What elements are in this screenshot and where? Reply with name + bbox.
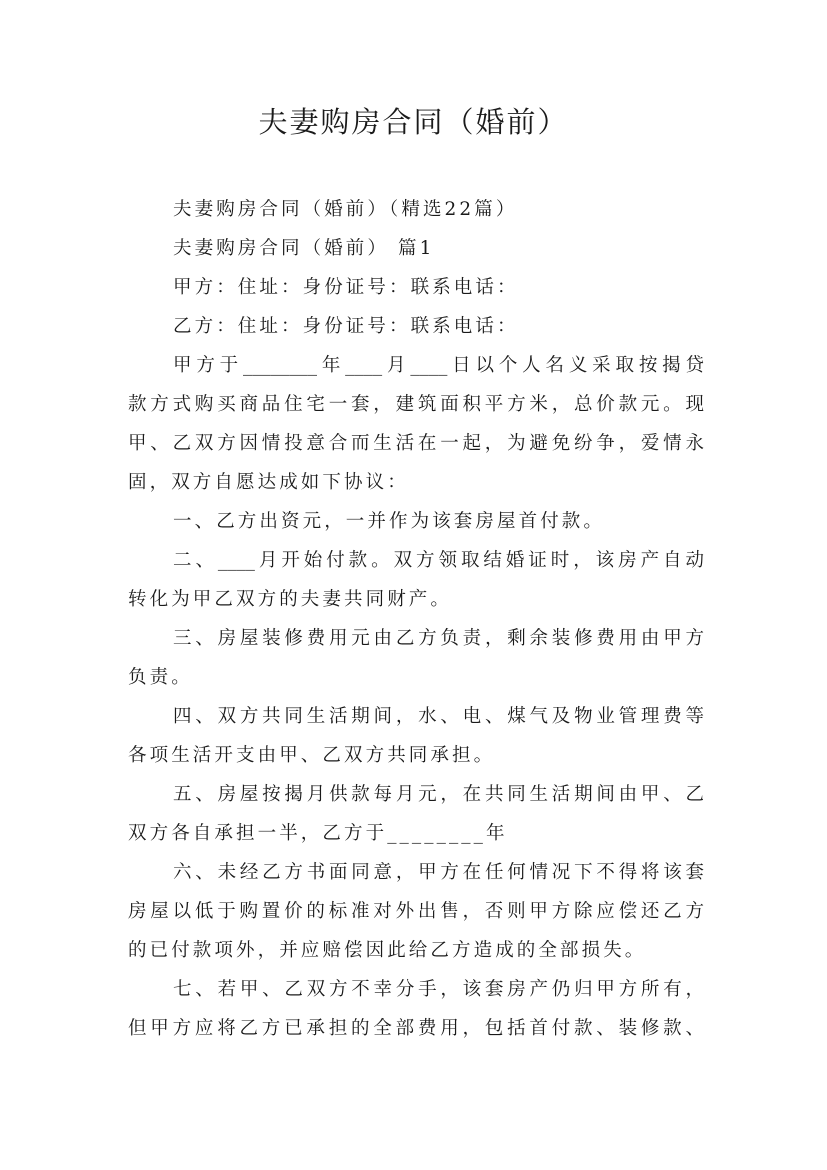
text-line-clause-2a: 二、____月开始付款。双方领取结婚证时，该房产自动	[173, 550, 704, 571]
text-line-party-a: 甲方：住址：身份证号：联系电话：	[173, 277, 519, 298]
text-line-subtitle: 夫妻购房合同（婚前）（精选22篇）	[173, 199, 518, 220]
text-line-clause-5b: 双方各自承担一半，乙方于________年	[128, 823, 508, 844]
text-line-clause-7b: 但甲方应将乙方已承担的全部费用，包括首付款、装修款、	[128, 1018, 704, 1039]
text-line-clause-3a: 三、房屋装修费用元由乙方负责，剩余装修费用由甲方	[173, 628, 704, 649]
text-line-clause-5a: 五、房屋按揭月供款每月元，在共同生活期间由甲、乙	[173, 784, 704, 805]
text-line-clause-1: 一、乙方出资元，一并作为该套房屋首付款。	[173, 511, 606, 532]
text-line-clause-6a: 六、未经乙方书面同意，甲方在任何情况下不得将该套	[173, 862, 704, 883]
text-line-clause-6c: 的已付款项外，并应赔偿因此给乙方造成的全部损失。	[128, 940, 647, 961]
text-line-preamble-2: 款方式购买商品住宅一套，建筑面积平方米，总价款元。现	[128, 394, 704, 415]
text-line-party-b: 乙方：住址：身份证号：联系电话：	[173, 316, 519, 337]
text-line-clause-4b: 各项生活开支由甲、乙双方共同承担。	[128, 745, 496, 766]
text-line-preamble-3: 甲、乙双方因情投意合而生活在一起，为避免纷争，爱情永	[128, 433, 704, 454]
text-line-clause-3b: 负责。	[128, 667, 193, 688]
text-line-clause-4a: 四、双方共同生活期间，水、电、煤气及物业管理费等	[173, 706, 704, 727]
text-line-clause-6b: 房屋以低于购置价的标准对外出售，否则甲方除应偿还乙方	[128, 901, 704, 922]
document-body	[128, 190, 704, 1048]
text-line-clause-7a: 七、若甲、乙双方不幸分手，该套房产仍归甲方所有，	[173, 979, 704, 1000]
document-title: 夫妻购房合同（婚前）	[258, 105, 569, 139]
text-line-preamble-1: 甲方于________年____月____日以个人名义采取按揭贷	[173, 355, 704, 376]
text-line-preamble-4: 固，双方自愿达成如下协议：	[128, 472, 409, 493]
text-line-clause-2b: 转化为甲乙双方的夫妻共同财产。	[128, 589, 453, 610]
text-line-section-heading: 夫妻购房合同（婚前） 篇1	[173, 238, 435, 259]
